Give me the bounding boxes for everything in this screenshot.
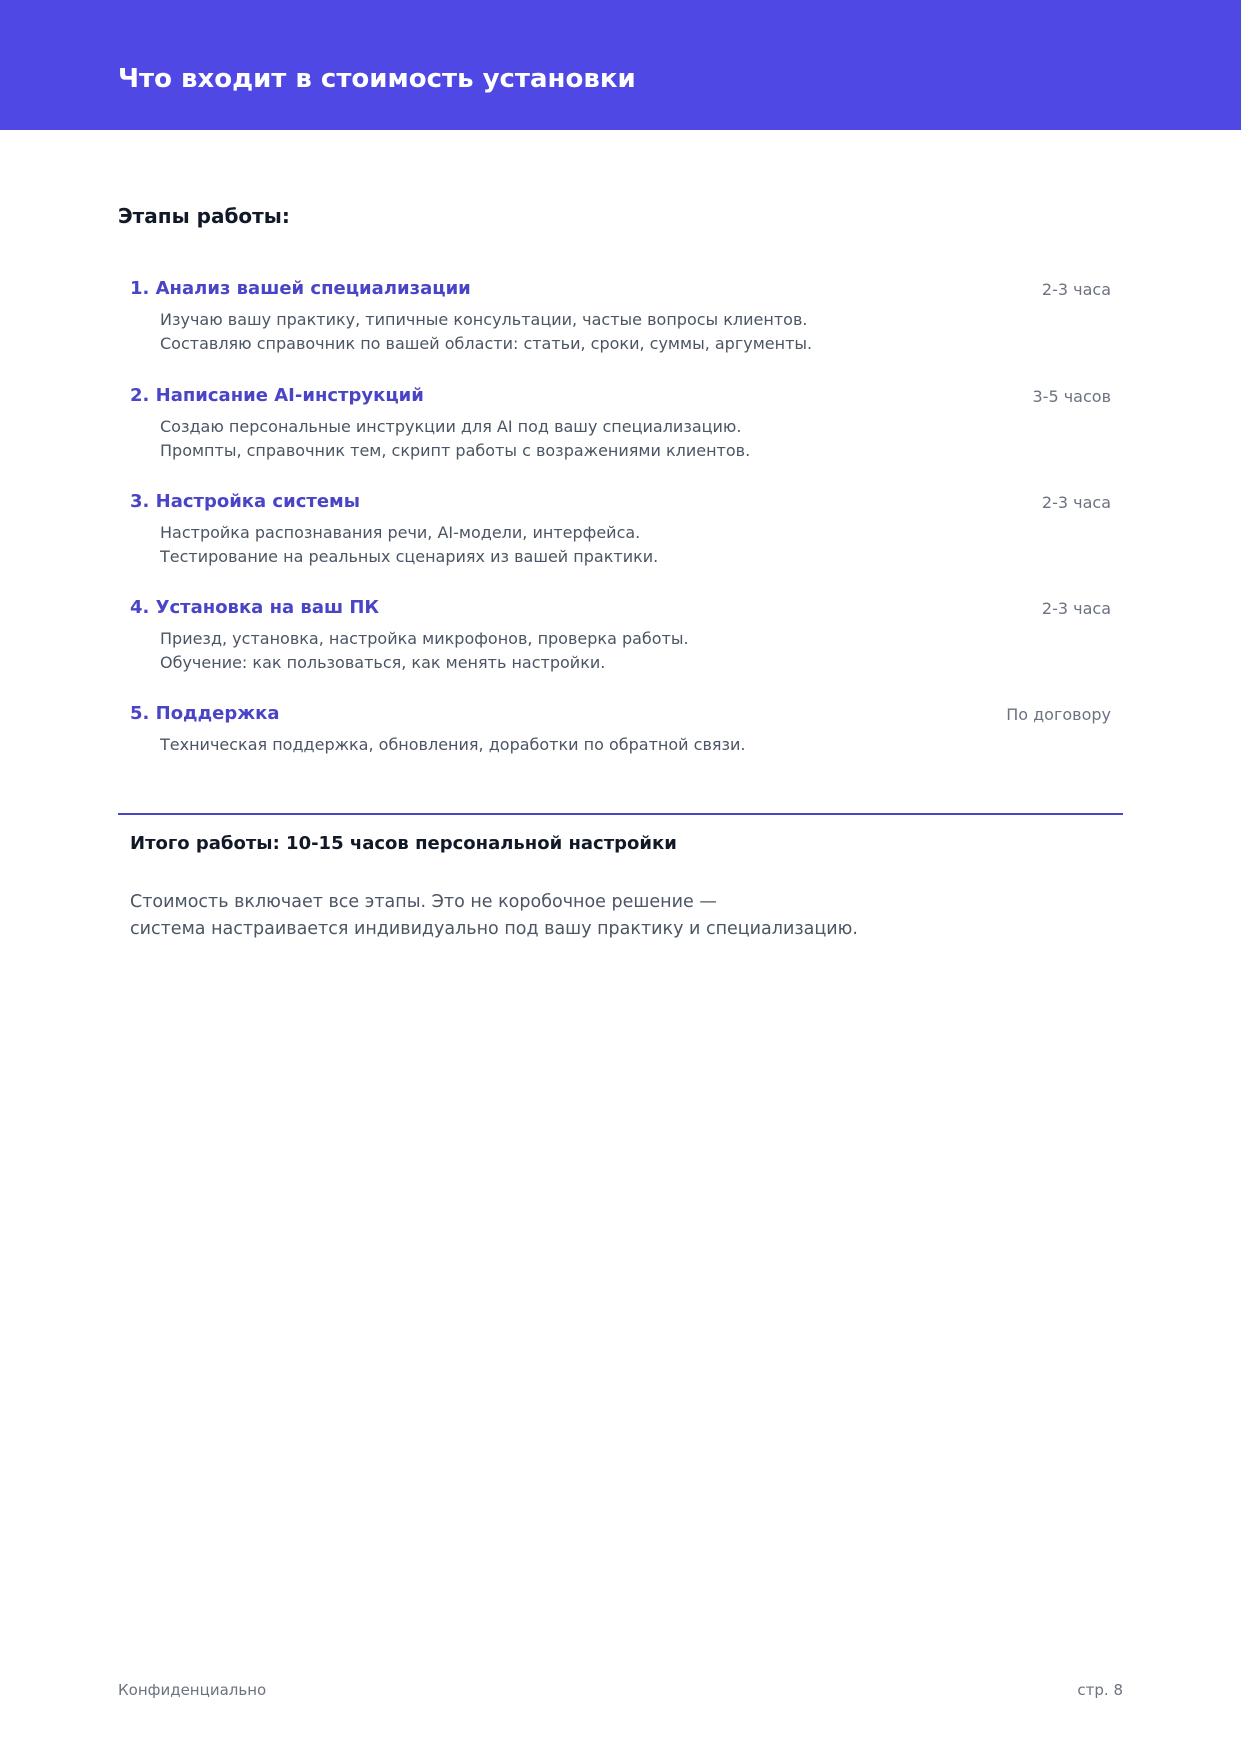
stage-duration: 2-3 часа — [1041, 599, 1111, 618]
section-heading: Этапы работы: — [118, 204, 290, 228]
summary-note-line: система настраивается индивидуально под вашу практику и специализацию. — [130, 919, 858, 939]
stage-description-line: Составляю справочник по вашей области: статьи, сроки, суммы, аргументы. — [160, 333, 813, 353]
stage-description-line: Промпты, справочник тем, скрипт работы с возражениями клиентов. — [160, 440, 751, 460]
summary-note-line: Стоимость включает все этапы. Это не коробочное решение — — [130, 892, 717, 912]
footer-page-number: стр. 8 — [1077, 1681, 1123, 1699]
stage-duration: 2-3 часа — [1041, 493, 1111, 512]
stage-title: 2. Написание AI-инструкций — [130, 385, 424, 406]
stage-duration: 2-3 часа — [1041, 280, 1111, 299]
stage-description — [160, 308, 812, 355]
divider — [118, 813, 1123, 815]
stage-title: 4. Установка на ваш ПК — [130, 597, 380, 618]
stage-duration: 3-5 часов — [1032, 387, 1111, 406]
stage-duration: По договору — [1006, 705, 1111, 724]
stage-description-line: Обучение: как пользоваться, как менять настройки. — [160, 652, 606, 672]
stage-description — [160, 521, 658, 568]
stage-description — [160, 627, 689, 674]
stage-description-line: Приезд, установка, настройка микрофонов, проверка работы. — [160, 629, 689, 648]
stage-title: 1. Анализ вашей специализации — [130, 278, 471, 299]
header-band — [0, 0, 1241, 130]
stage-description-line: Тестирование на реальных сценариях из вашей практики. — [160, 546, 659, 566]
stage-title: 3. Настройка системы — [130, 491, 361, 512]
summary-note — [130, 889, 858, 943]
stage-description-line: Изучаю вашу практику, типичные консультации, частые вопросы клиентов. — [160, 310, 808, 329]
stage-description — [160, 415, 750, 462]
stage-description-line: Настройка распознавания речи, AI-модели, интерфейса. — [160, 523, 641, 542]
total-summary: Итого работы: 10-15 часов персональной настройки — [130, 833, 677, 854]
stage-description-line: Создаю персональные инструкции для AI под вашу специализацию. — [160, 417, 742, 436]
footer-confidential: Конфиденциально — [118, 1681, 267, 1699]
stage-description-line: Техническая поддержка, обновления, доработки по обратной связи. — [160, 735, 746, 754]
stage-description — [160, 733, 746, 757]
page-title: Что входит в стоимость установки — [118, 64, 636, 94]
stage-title: 5. Поддержка — [130, 703, 280, 724]
